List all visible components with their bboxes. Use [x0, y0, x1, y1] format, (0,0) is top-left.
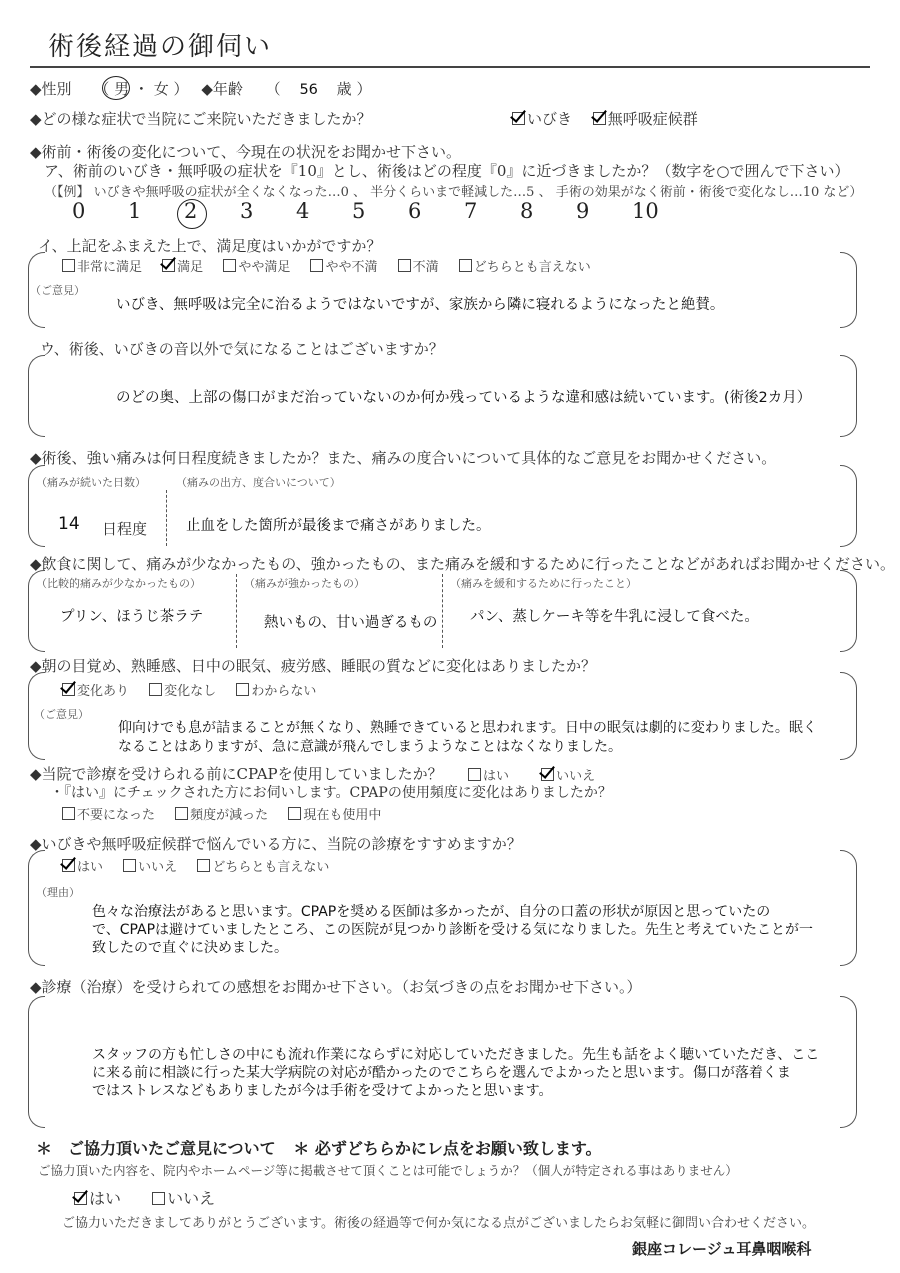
q2-heading: ◆術前・術後の変化について、今現在の状況をお聞かせ下さい。: [30, 143, 461, 161]
age-open-paren: （: [265, 80, 281, 98]
q3-bracket-right: [840, 252, 857, 328]
checkbox-icon: [152, 1192, 165, 1205]
title-underline: [30, 66, 870, 68]
checkbox-icon: [197, 859, 210, 872]
page-title: 術後経過の御伺い: [48, 32, 273, 62]
checkbox-icon: [123, 859, 136, 872]
q8-option-yes[interactable]: はい: [468, 769, 509, 784]
q6-col3-label: （痛みを緩和するために行ったこと）: [450, 577, 637, 590]
checkbox-icon: [223, 259, 236, 272]
checkbox-icon: [310, 259, 323, 272]
age-close-paren: ）: [356, 80, 372, 98]
footer-thanks: ご協力いただきましてありがとうございます。術後の経過等で何か気になる点がございましたらお気軽に御問い合わせください。: [62, 1216, 815, 1231]
q9-option-no[interactable]: いいえ: [123, 860, 177, 875]
q6-col3-answer[interactable]: パン、蒸しケーキ等を牛乳に浸して食べた。: [470, 609, 759, 625]
q10-bracket-right: [840, 996, 857, 1128]
q6-col1-label: （比較的痛みが少なかったもの）: [36, 577, 201, 590]
q2-example: （【例】 いびきや無呼吸の症状が全くなくなった…0 、 半分くらいまで軽減した…5 、 手術の効果がなく術前・術後で変化なし…10 など）: [44, 185, 863, 200]
q9-option-yes[interactable]: はい: [62, 860, 103, 875]
footer-option-no[interactable]: いいえ: [152, 1189, 215, 1208]
q5-detail[interactable]: 止血をした箇所が最後まで痛さがありました。: [186, 518, 491, 534]
q4-answer[interactable]: のどの奥、上部の傷口がまだ治っていないのか何か残っているような違和感は続いています。(術後2カ月）: [116, 390, 812, 406]
q10-question: ◆診療（治療）を受けられての感想をお聞かせ下さい。（お気づきの点をお聞かせ下さい。）: [30, 978, 642, 996]
q9-reason-label: （理由）: [36, 886, 80, 899]
scale-9[interactable]: 9: [576, 199, 590, 223]
q1-option-snoring[interactable]: いびき: [512, 110, 572, 128]
q3-option-dissatisfied[interactable]: 不満: [398, 260, 439, 275]
checkbox-icon: [62, 259, 75, 272]
q7-option-unknown[interactable]: わからない: [236, 684, 316, 699]
q2-sub-a: ア、術前のいびき・無呼吸の症状を『10』とし、術後はどの程度『0』に近づきましたか？（数字を○で囲んで下さい）: [44, 162, 850, 180]
q1-option-apnea[interactable]: 無呼吸症候群: [593, 110, 698, 128]
q10-line1[interactable]: スタッフの方も忙しさの中にも流れ作業にならずに対応していただきました。先生も話をよく聴いていただき、ここ: [92, 1047, 820, 1063]
q7-bracket-right: [840, 672, 857, 760]
q10-line3[interactable]: ではストレスなどもありましたが今は手術を受けてよかったと思います。: [92, 1083, 553, 1099]
q7-comment-line2[interactable]: なることはありますが、急に意識が飛んでしまうようなことはなくなりました。: [118, 739, 622, 755]
q7-option-changed[interactable]: 変化あり: [62, 684, 129, 699]
q5-detail-label: （痛みの出方、度合いについて）: [176, 476, 341, 489]
q8-sub-option-reduced[interactable]: 頻度が減った: [175, 808, 268, 823]
q2-scale: [72, 199, 688, 223]
scale-4[interactable]: 4: [296, 199, 310, 223]
q5-divider: [166, 490, 167, 546]
sex-male[interactable]: 男: [114, 80, 130, 98]
footer-question: ご協力頂いた内容を、院内やホームページ等に掲載させて頂くことは可能でしょうか？（個人が特定される事はありません）: [38, 1163, 738, 1178]
q3-option-neutral[interactable]: どちらとも言えない: [459, 260, 591, 275]
checkbox-checked-icon: [162, 259, 175, 272]
age-value[interactable]: 56: [299, 82, 318, 98]
q9-reason-line1[interactable]: 色々な治療法があると思います。CPAPを奨める医師は多かったが、自分の口蓋の形状が原因と思っていたの: [92, 904, 771, 920]
checkbox-icon: [236, 683, 249, 696]
sex-label: ◆性別: [30, 80, 72, 98]
q3-question: イ、上記をふまえた上で、満足度はいかがですか？: [38, 237, 382, 255]
q8-sub-question: ・『はい』にチェックされた方にお伺いします。CPAPの使用頻度に変化はありましたか？: [50, 785, 612, 801]
q4-bracket-left: [28, 355, 45, 437]
q5-days-unit: 日程度: [102, 520, 148, 538]
footer-options: [74, 1186, 231, 1209]
q9-reason-line2[interactable]: で、CPAPは避けていましたところ、この医院が見つかり診断を受ける気になりました。先生と考えていたことが一: [92, 922, 814, 938]
checkbox-checked-icon: [74, 1192, 87, 1205]
checkbox-icon: [398, 259, 411, 272]
q8-question: ◆当院で診療を受けられる前にCPAPを使用していましたか？: [30, 765, 443, 783]
q8-option-no[interactable]: いいえ: [541, 769, 595, 784]
q7-comment-label: （ご意見）: [34, 708, 89, 721]
footer-heading-a: ＊ ご協力頂いたご意見について: [36, 1139, 276, 1158]
q1-question: ◆どの様な症状で当院にご来院いただきましたか？: [30, 110, 372, 128]
q3-option-very-satisfied[interactable]: 非常に満足: [62, 260, 142, 275]
profile-row: [30, 78, 371, 99]
q3-option-satisfied[interactable]: 満足: [162, 260, 203, 275]
q6-col1-answer[interactable]: プリン、ほうじ茶ラテ: [60, 609, 204, 625]
q7-options: [62, 680, 332, 699]
checkbox-checked-icon: [62, 859, 75, 872]
q9-options: [62, 856, 345, 875]
clinic-name: 銀座コレージュ耳鼻咽喉科: [632, 1240, 812, 1258]
q3-option-somewhat-satisfied[interactable]: やや満足: [223, 260, 290, 275]
sex-dot: ・: [133, 80, 149, 98]
scale-3[interactable]: 3: [240, 199, 254, 223]
q8-sub-option-unneeded[interactable]: 不要になった: [62, 808, 155, 823]
scale-2[interactable]: 2: [184, 199, 198, 223]
q1-options: [512, 108, 714, 129]
open-paren: （: [94, 80, 110, 98]
scale-10[interactable]: 10: [632, 199, 659, 223]
checkbox-icon: [149, 683, 162, 696]
checkbox-icon: [175, 807, 188, 820]
checkbox-icon: [62, 807, 75, 820]
checkbox-checked-icon: [541, 768, 554, 781]
checkbox-icon: [468, 768, 481, 781]
q5-days-value[interactable]: 14: [58, 514, 80, 534]
age-label: ◆年齢: [201, 80, 243, 98]
footer-option-yes[interactable]: はい: [74, 1189, 121, 1208]
q4-question: ウ、術後、いびきの音以外で気になることはございますか？: [40, 340, 444, 358]
scale-5[interactable]: 5: [352, 199, 366, 223]
q6-col2-label: （痛みが強かったもの）: [244, 577, 365, 590]
q8-sub-options: [62, 804, 397, 823]
checkbox-icon: [459, 259, 472, 272]
q6-divider-1: [236, 574, 237, 648]
q3-option-somewhat-dissatisfied[interactable]: やや不満: [310, 260, 377, 275]
q10-line2[interactable]: に来る前に相談に行った某大学病院の対応が酷かったのでこちらを選んでよかったと思います。傷口が落着くま: [92, 1065, 791, 1081]
q6-divider-2: [442, 574, 443, 648]
checkbox-checked-icon: [512, 112, 525, 125]
age-unit: 歳: [336, 80, 352, 98]
q9-bracket-right: [840, 850, 857, 966]
footer-heading-b: ＊ 必ずどちらかにレ点をお願い致します。: [293, 1139, 602, 1158]
footer-heading: [36, 1136, 602, 1159]
selected-scale-circle-mark: [177, 199, 207, 229]
scale-7[interactable]: 7: [464, 199, 478, 223]
checkbox-checked-icon: [593, 112, 606, 125]
q5-days-label: （痛みが続いた日数）: [36, 476, 146, 489]
q7-option-unchanged[interactable]: 変化なし: [149, 684, 216, 699]
q9-option-neutral[interactable]: どちらとも言えない: [197, 860, 329, 875]
q9-bracket-left: [28, 850, 45, 966]
q3-comment[interactable]: いびき、無呼吸は完全に治るようではないですが、家族から隣に寝れるようになったと絶賛。: [116, 297, 725, 313]
q7-question: ◆朝の目覚め、熟睡感、日中の眠気、疲労感、睡眠の質などに変化はありましたか？: [30, 657, 596, 675]
q3-comment-label: （ご意見）: [30, 284, 85, 297]
q6-col2-answer[interactable]: 熱いもの、甘い過ぎるもの: [264, 615, 438, 631]
q3-options: [62, 256, 607, 275]
scale-1[interactable]: 1: [128, 199, 142, 223]
male-circle-mark: [102, 76, 130, 100]
q7-comment-line1[interactable]: 仰向けでも息が詰まることが無くなり、熟睡できていると思われます。日中の眠気は劇的に変わりました。眠く: [118, 720, 817, 736]
q5-bracket-right: [840, 465, 857, 547]
close-paren: ）: [173, 80, 189, 98]
q6-bracket-right: [840, 570, 857, 652]
scale-8[interactable]: 8: [520, 199, 534, 223]
q9-reason-line3[interactable]: 致したので直ぐに決めました。: [92, 940, 288, 956]
q4-bracket-right: [840, 355, 857, 437]
q8-sub-option-still-using[interactable]: 現在も使用中: [288, 808, 381, 823]
q5-question: ◆術後、強い痛みは何日程度続きましたか？また、痛みの度合いについて具体的なご意見をお聞かせください。: [30, 449, 777, 467]
scale-0[interactable]: 0: [72, 199, 86, 223]
sex-female[interactable]: 女: [153, 80, 169, 98]
checkbox-checked-icon: [62, 683, 75, 696]
q10-bracket-left: [28, 996, 45, 1128]
checkbox-icon: [288, 807, 301, 820]
scale-6[interactable]: 6: [408, 199, 422, 223]
q9-question: ◆いびきや無呼吸症候群で悩んでいる方に、当院の診療をすすめますか？: [30, 835, 522, 853]
q6-question: ◆飲食に関して、痛みが少なかったもの、強かったもの、また痛みを緩和するために行ったことなどがあればお聞かせください。: [30, 555, 896, 573]
